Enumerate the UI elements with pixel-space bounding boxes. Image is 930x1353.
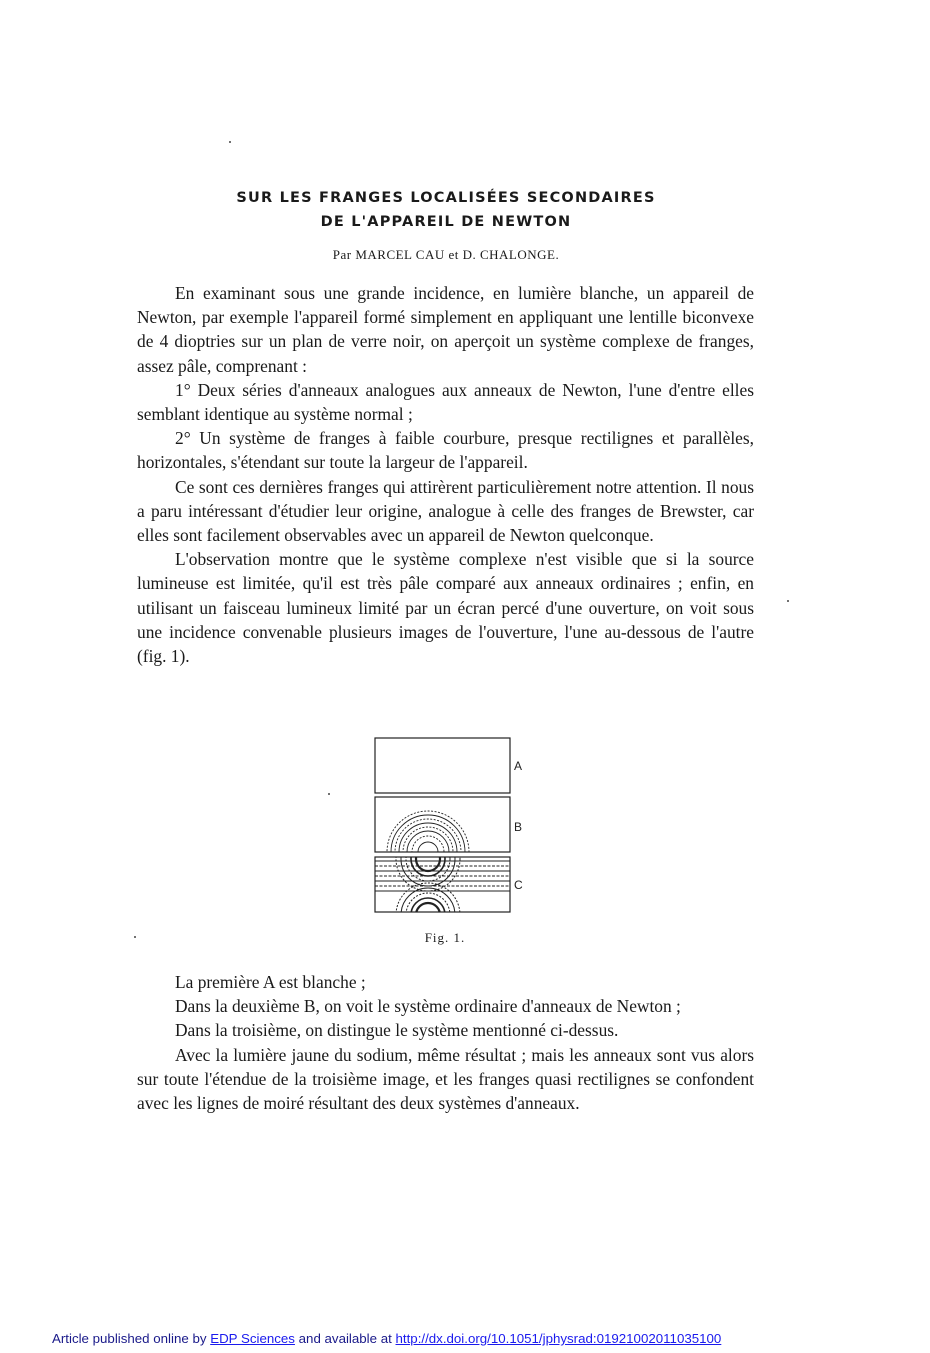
footer-publisher-link[interactable]: EDP Sciences [210, 1331, 295, 1346]
paragraph-third-image: Dans la troisième, on distingue le système mentionné ci-dessus. [175, 1020, 619, 1041]
article-authors: Par MARCEL CAU et D. CHALONGE. [332, 247, 560, 262]
paragraph-intro: En examinant sous une grande incidence, en lumière blanche, un appareil de Newton, par exemple l'appareil formé simplement en appliquant une lentille biconvexe de 4 dioptries sur un plan de verre noir, on aperçoit un système complexe de franges, assez pâle, comprenant : [137, 283, 754, 376]
body-text-top [137, 281, 754, 668]
paragraph-item-2: 2° Un système de franges à faible courbure, presque rectilignes et parallèles, horizontales, s'étendant sur toute la largeur de l'appareil. [137, 428, 754, 473]
footer-middle: and available at [298, 1331, 392, 1346]
paragraph-item-1: 1° Deux séries d'anneaux analogues aux anneaux de Newton, l'une d'entre elles semblant identique au système normal ; [137, 379, 754, 425]
paragraph-observation: L'observation montre que le système complexe n'est visible que si la source lumineuse est limitée, qu'il est très pâle comparé aux anneaux ordinaires ; enfin, en utilisant un faisceau lumineux limité par un écran percé d'une ouverture, on voit sous une incidence convenable plusieurs images de l'ouverture, l'une au-dessous de l'autre (fig. 1). [137, 549, 754, 667]
figure-panel-a [375, 738, 510, 793]
scan-speck [328, 793, 330, 795]
scan-speck [229, 141, 231, 143]
figure-label-a: A [514, 759, 523, 773]
figure-caption: Fig. 1. [424, 930, 466, 945]
figure-label-c: C [514, 878, 523, 892]
figure-1 [366, 735, 536, 920]
footer-publication-note [52, 1331, 872, 1346]
figure-label-b: B [514, 820, 523, 834]
figure-panel-c [375, 827, 510, 920]
body-text-bottom [137, 970, 754, 1115]
footer-prefix: Article published online by [52, 1331, 207, 1346]
paragraph-second-image: Dans la deuxième B, on voit le système ordinaire d'anneaux de Newton ; [175, 996, 681, 1017]
article-title-line-1: SUR LES FRANGES LOCALISÉES SECONDAIRES [236, 190, 656, 206]
paragraph-attention: Ce sont ces dernières franges qui attirèrent particulièrement notre attention. Il nous a paru intéressant d'étudier leur origine, analogue à celle des franges de Brewster, car elles sont facilement observables avec un appareil de Newton quelconque. [137, 476, 754, 546]
paragraph-sodium-light: Avec la lumière jaune du sodium, même résultat ; mais les anneaux sont vus alors sur toute l'étendue de la troisième image, et les franges quasi rectilignes se confondent avec les lignes de moiré résultant des deux systèmes d'anneaux. [137, 1044, 754, 1114]
scan-speck [787, 600, 789, 602]
paragraph-first-image: La première A est blanche ; [175, 972, 366, 992]
article-title-line-2: DE L'APPAREIL DE NEWTON [320, 214, 572, 230]
scan-speck [134, 936, 136, 938]
figure-panel-b [375, 797, 510, 893]
footer-doi-link[interactable]: http://dx.doi.org/10.1051/jphysrad:01921002011035100 [395, 1331, 722, 1346]
